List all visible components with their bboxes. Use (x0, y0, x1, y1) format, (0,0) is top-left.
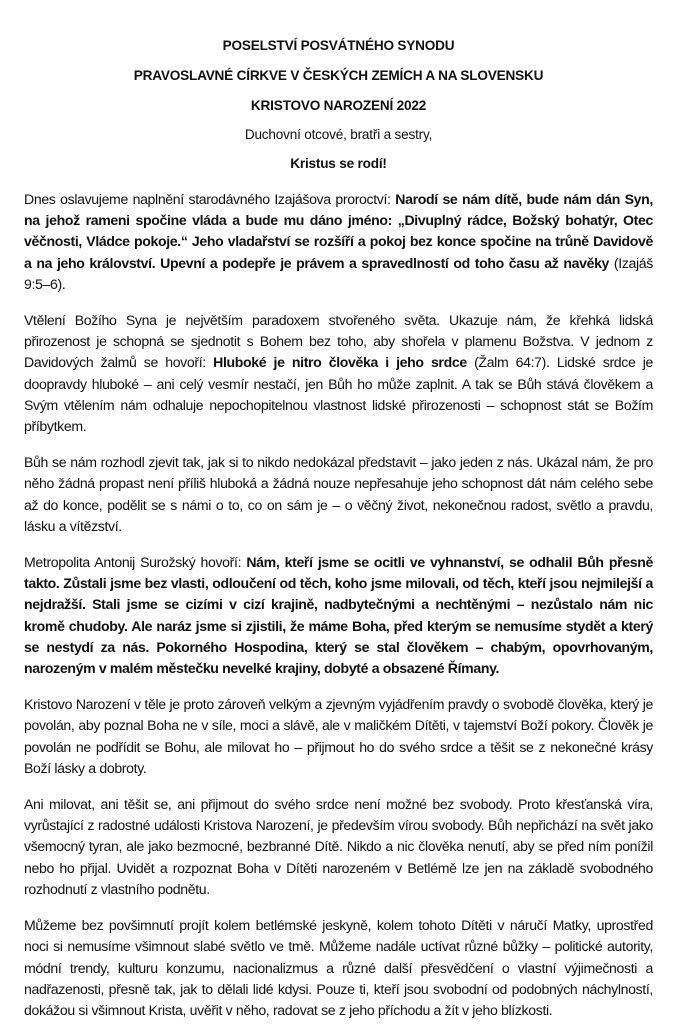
paragraph (24, 794, 653, 900)
paragraph (24, 310, 653, 437)
title-line-1: POSELSTVÍ POSVÁTNÉHO SYNODU (222, 38, 455, 53)
quoted-text: Hluboké je nitro člověka i jeho srdce (213, 354, 467, 371)
paragraph (24, 552, 653, 679)
paragraph-text: (Žalm 64:7). Lidské srdce je doopravdy hluboké – ani celý vesmír nestačí, jen Bůh ho může zaplnit. A tak se Bůh stává člověkem a Svým vtělením nám odhaluje nepochopitelnou vlastnost lidské přirozenosti – schopnost stát se Božím příbytkem. (24, 354, 654, 435)
paragraph-text: Bůh se nám rozhodl zjevit tak, jak si to nikdo nedokázal představit – jako jeden z nás. Ukázal nám, že pro něho žádná propast není příliš hluboká a žádná nouze nepřesahuje jeho schopnost dát nám celého sebe až do konce, podělit se s námi o to, co on sám je – o věčný život, nekonečnou radost, světlo a pravdu, lásku a vítězství. (24, 454, 653, 534)
paragraph (24, 452, 653, 537)
paragraph (24, 915, 653, 1021)
paragraph-text: Kristovo Narození v těle je proto zároveň velkým a zjevným vyjádřením pravdy o svobodě člověka, který je povolán, aby poznal Boha ne v síle, moci a slávě, ale v maličkém Dítěti, v tajemství Boží pokory. Člověk je povolán ne podřídit se Bohu, ale milovat ho – přijmout ho do svého srdce a těšit se z nekonečné krásy Boží lásky a dobroty. (24, 696, 653, 776)
body-text (24, 189, 653, 1021)
salutation: Kristus se rodí! (290, 156, 387, 171)
quoted-text: Nám, kteří jsme se ocitli ve vyhnanství, se odhalil Bůh přesně takto. Zůstali jsme bez vlasti, odloučení od těch, koho jsme milovali, od těch, kteří jsou nejmilejší a nejdražší. Stali jsme se cizími v cizí krajině, nadbytečnými a nechtěnými – nezůstalo nám nic kromě chudoby. Ale naráz jsme si zjistili, že máme Boha, před kterým se nemusíme stydět a který se nestydí za nás. Pokorného Hospodina, který se stal člověkem – chabým, opovrhovaným, narozeným v malém městečku nevelké krajiny, dobyté a obsazené Římany. (24, 554, 653, 677)
paragraph (24, 694, 653, 779)
quoted-text: Narodí se nám dítě, bude nám dán Syn, na jehož rameni spočine vláda a bude mu dáno jméno: „Divuplný rádce, Božský bohatýr, Otec věčnosti, Vládce pokoje.“ Jeho vladařství se rozšíří a pokoj bez konce spočine na trůně Davidově a na jeho království. Upevní a podepře je právem a spravedlností od toho času až navěky (24, 191, 653, 271)
paragraph-text: Metropolita Antonij Surožský hovoří: (24, 554, 247, 571)
paragraph-text: Ani milovat, ani těšit se, ani přijmout do svého srdce není možné bez svobody. Proto křesťanská víra, vyrůstající z radostné události Kristova Narození, je především vírou svobody. Bůh nepřichází na svět jako všemocný tyran, ale jako bezmocné, bezbranné Dítě. Nikdo a nic člověka nenutí, aby se před ním ponížil nebo ho přijal. Uvidět a rozpoznat Boha v Dítěti narozeném v Betlémě lze jen na základě svobodného rozhodnutí z vlastního podnětu. (24, 796, 653, 897)
paragraph-text: (Izajáš 9:5–6). (24, 254, 653, 292)
title-line-2: PRAVOSLAVNÉ CÍRKVE V ČESKÝCH ZEMÍCH A NA SLOVENSKU (133, 68, 544, 83)
paragraph-text: Můžeme bez povšimnutí projít kolem betlémské jeskyně, kolem tohoto Dítěti v náručí Matky, uprostřed noci si nemusíme všimnout slabé světlo ve tmě. Můžeme nadále uctívat různé bůžky – politické autority, módní trendy, kulturu konzumu, nacionalizmus a různé další přesvědčení o vlastní výjimečnosti a nadřazenosti, přesně tak, jak to dělali lidé kdysi. Pouze ti, kteří jsou svobodní od podobných náchylností, dokážou si všimnout Krista, uvěřit v něho, radovat se z jeho příchodu a žít v jeho blízkosti. (24, 917, 653, 1018)
paragraph-text: Dnes oslavujeme naplnění starodávného Izajášova proroctví: (24, 191, 396, 207)
greeting: Duchovní otcové, bratři a sestry, (244, 127, 433, 142)
title-line-3: KRISTOVO NAROZENÍ 2022 (250, 98, 427, 113)
paragraph (24, 189, 653, 295)
paragraph-text: Vtělení Božího Syna je největším paradoxem stvořeného světa. Ukazuje nám, že křehká lidská přirozenost je schopná se sjednotit s Bohem bez toho, aby shořela v plamenu Božstva. V jednom z Davidových žalmů se hovoří: (24, 312, 653, 371)
